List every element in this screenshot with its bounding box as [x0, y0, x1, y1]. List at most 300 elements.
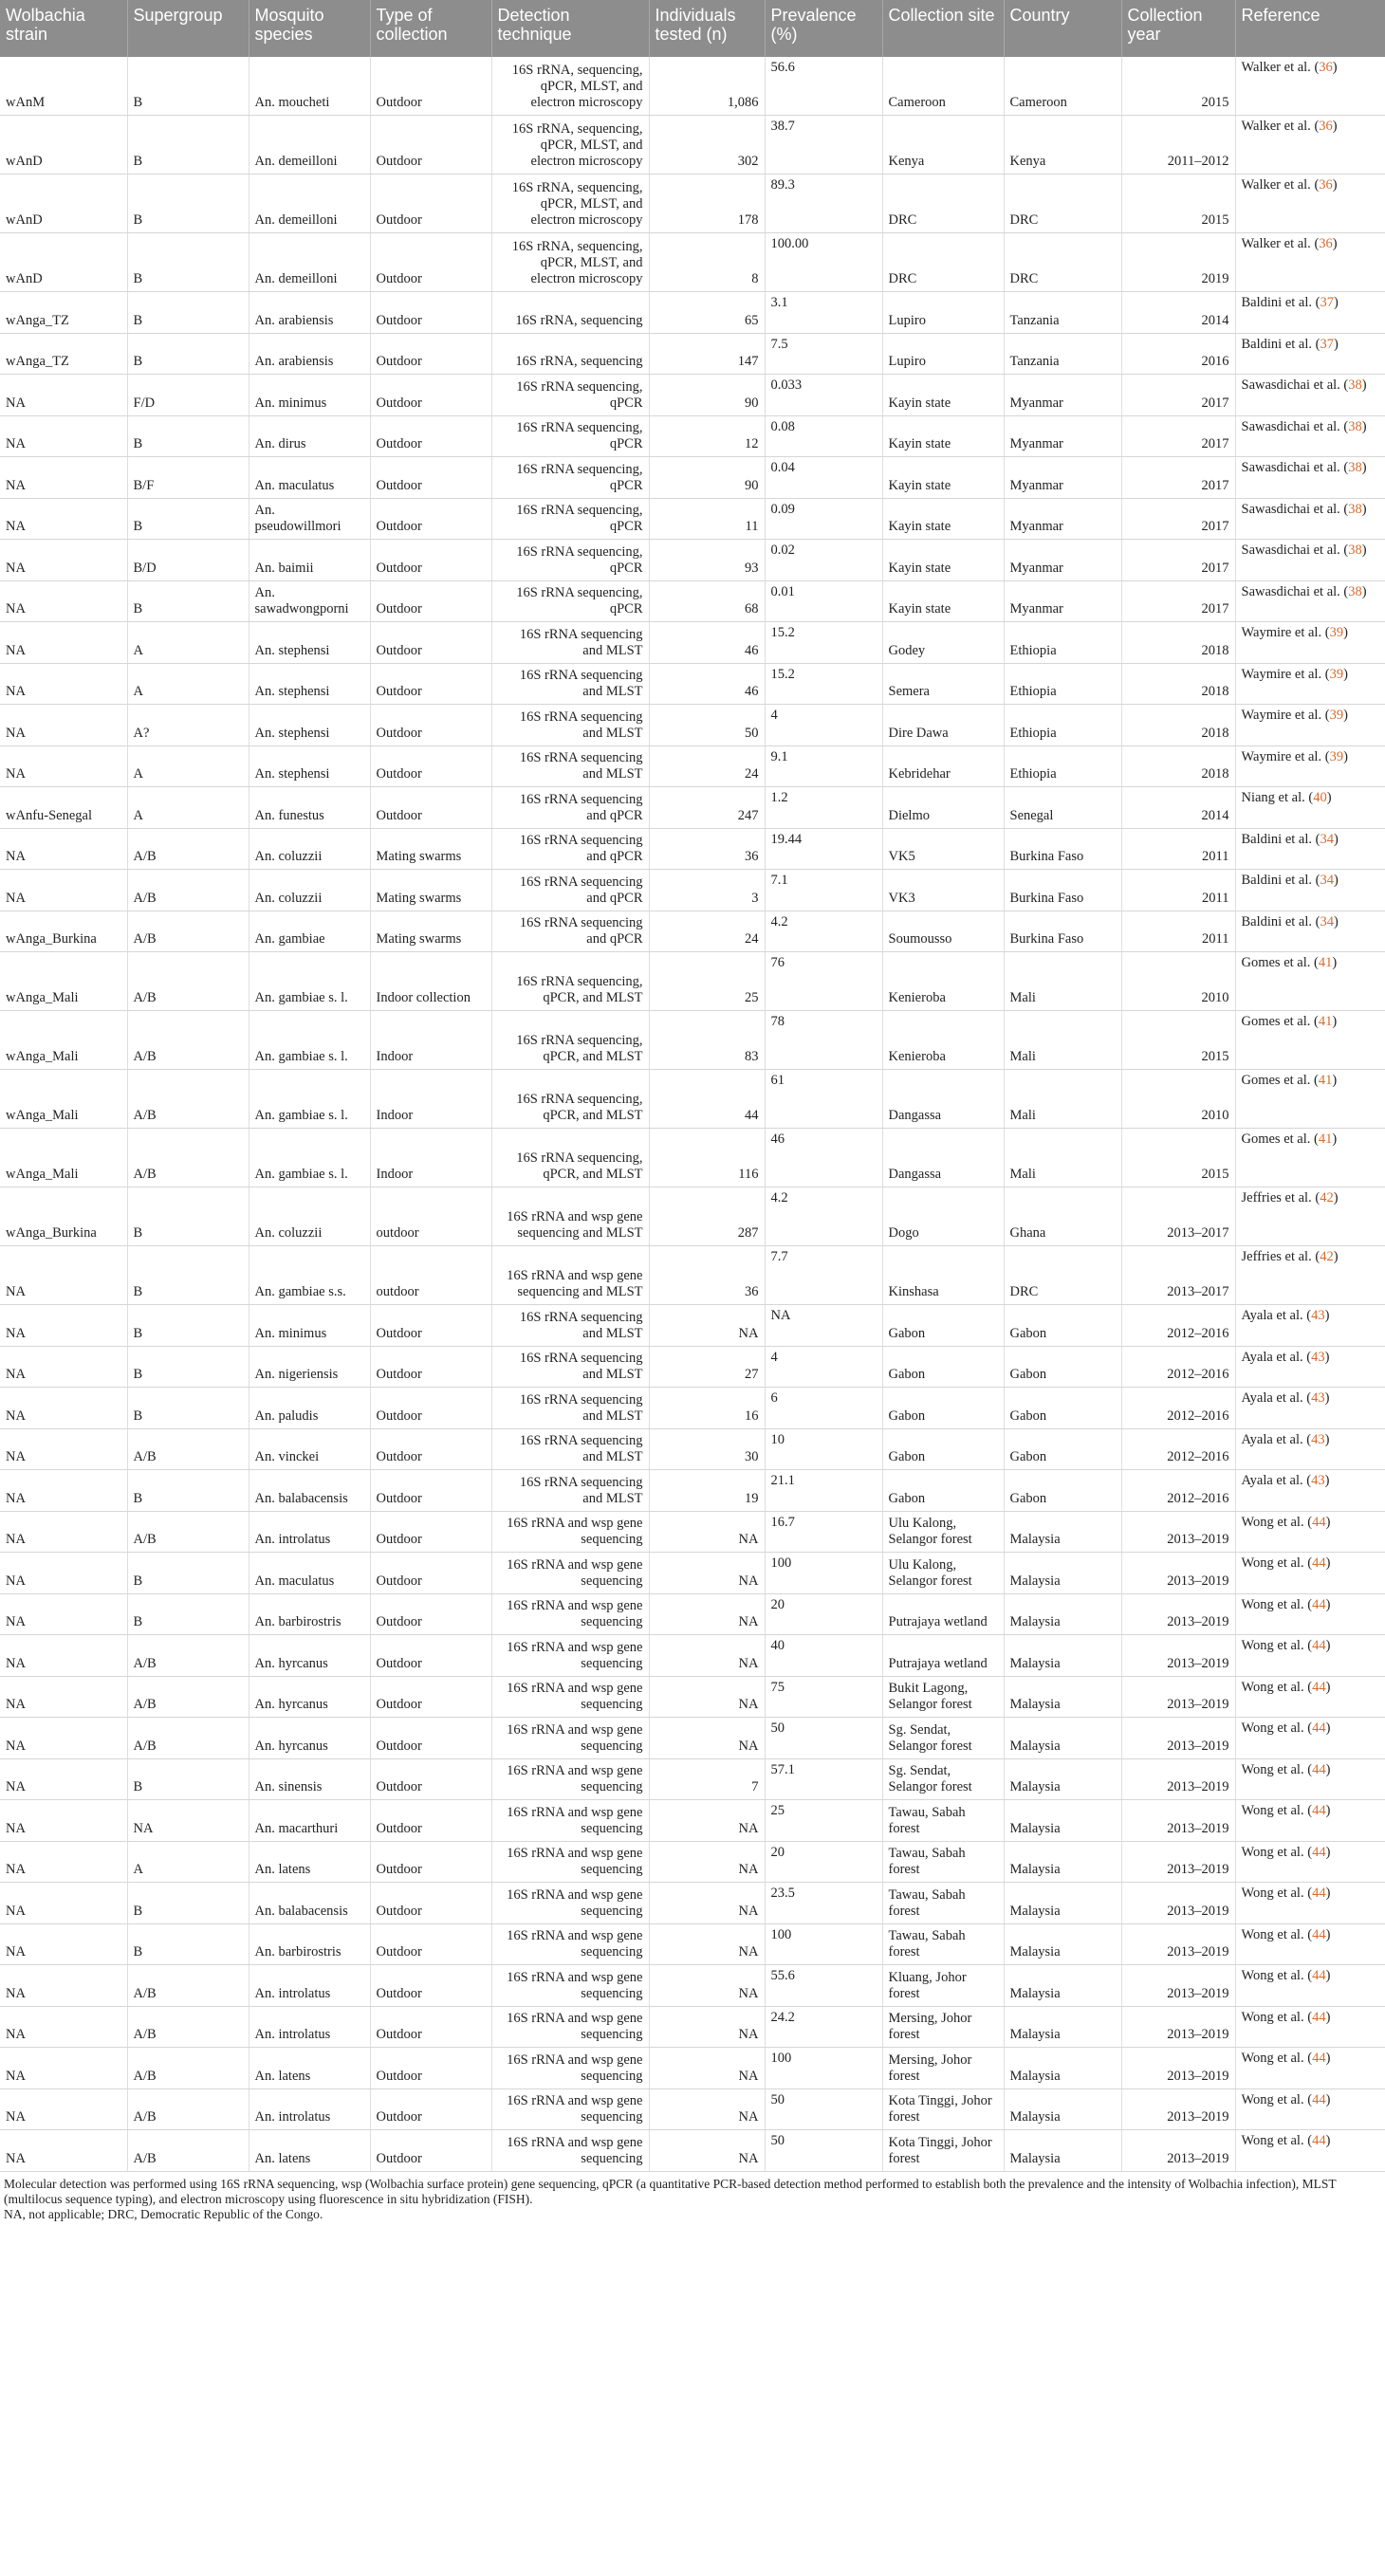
cell-type: Outdoor — [370, 540, 491, 581]
cell-year: 2013–2019 — [1121, 2088, 1235, 2130]
cell-tech: 16S rRNA and wsp gene sequencing — [491, 1718, 649, 1759]
reference-number-link[interactable]: 44 — [1312, 2009, 1326, 2025]
cell-sg: A/B — [127, 870, 249, 911]
cell-prev: 40 — [765, 1635, 882, 1677]
reference-author: Wong et al. — [1241, 1596, 1304, 1612]
reference-author: Gomes et al. — [1241, 1073, 1311, 1088]
cell-site: Kayin state — [882, 540, 1004, 581]
reference-number-link[interactable]: 42 — [1320, 1249, 1334, 1264]
cell-n: 27 — [649, 1346, 765, 1388]
reference-number-link[interactable]: 39 — [1329, 748, 1344, 764]
cell-strain: NA — [0, 498, 127, 540]
cell-species: An. arabiensis — [249, 292, 370, 334]
reference-number-link[interactable]: 44 — [1312, 1596, 1326, 1612]
cell-ref: Ayala et al. (43) — [1235, 1346, 1385, 1388]
cell-tech: 16S rRNA sequencing and MLST — [491, 1388, 649, 1429]
cell-site: Kota Tinggi, Johor forest — [882, 2088, 1004, 2130]
cell-prev: 4.2 — [765, 1187, 882, 1246]
cell-country: Burkina Faso — [1004, 911, 1121, 952]
cell-year: 2013–2019 — [1121, 2048, 1235, 2089]
reference-number-link[interactable]: 43 — [1311, 1473, 1325, 1488]
cell-strain: wAnga_TZ — [0, 333, 127, 375]
cell-site: VK5 — [882, 828, 1004, 870]
reference-author: Gomes et al. — [1241, 1014, 1311, 1029]
cell-site: Dire Dawa — [882, 705, 1004, 746]
cell-site: Putrajaya wetland — [882, 1593, 1004, 1635]
reference-author: Jeffries et al. — [1241, 1249, 1312, 1264]
cell-sg: B — [127, 1923, 249, 1965]
cell-ref: Waymire et al. (39) — [1235, 745, 1385, 787]
cell-species: An. sinensis — [249, 1758, 370, 1800]
cell-sg: A/B — [127, 2130, 249, 2172]
cell-ref: Wong et al. (44) — [1235, 1841, 1385, 1883]
cell-species: An. moucheti — [249, 57, 370, 116]
cell-strain: wAnga_Mali — [0, 1011, 127, 1070]
reference-number-link[interactable]: 37 — [1320, 336, 1334, 352]
cell-site: Cameroon — [882, 57, 1004, 116]
cell-species: An. hyrcanus — [249, 1635, 370, 1677]
cell-n: 178 — [649, 175, 765, 233]
cell-year: 2012–2016 — [1121, 1470, 1235, 1512]
cell-year: 2013–2017 — [1121, 1187, 1235, 1246]
reference-author: Ayala et al. — [1241, 1308, 1303, 1323]
cell-tech: 16S rRNA sequencing, qPCR — [491, 415, 649, 457]
table-row — [0, 1965, 1385, 2007]
cell-tech: 16S rRNA sequencing, qPCR — [491, 540, 649, 581]
cell-n: 50 — [649, 705, 765, 746]
table-row — [0, 705, 1385, 746]
cell-ref: Wong et al. (44) — [1235, 1883, 1385, 1924]
cell-prev: 7.7 — [765, 1246, 882, 1305]
cell-country: Myanmar — [1004, 457, 1121, 499]
cell-n: 24 — [649, 911, 765, 952]
cell-strain: NA — [0, 1246, 127, 1305]
cell-site: Tawau, Sabah forest — [882, 1800, 1004, 1842]
cell-tech: 16S rRNA sequencing, qPCR — [491, 457, 649, 499]
table-row — [0, 1246, 1385, 1305]
cell-tech: 16S rRNA sequencing, qPCR, and MLST — [491, 1011, 649, 1070]
table-row — [0, 1800, 1385, 1842]
reference-number-link[interactable]: 44 — [1312, 1514, 1326, 1530]
cell-type: Outdoor — [370, 1965, 491, 2007]
cell-n: 25 — [649, 952, 765, 1011]
cell-type: Outdoor — [370, 705, 491, 746]
table-row — [0, 57, 1385, 116]
cell-ref: Wong et al. (44) — [1235, 1923, 1385, 1965]
reference-number-link[interactable]: 44 — [1312, 2051, 1326, 2066]
cell-country: Mali — [1004, 952, 1121, 1011]
reference-number-link[interactable]: 36 — [1319, 236, 1333, 251]
table-row — [0, 457, 1385, 499]
table-row — [0, 1511, 1385, 1553]
cell-strain: NA — [0, 622, 127, 664]
cell-prev: 100 — [765, 1553, 882, 1594]
cell-ref: Wong et al. (44) — [1235, 2006, 1385, 2048]
cell-type: Outdoor — [370, 292, 491, 334]
cell-prev: 100 — [765, 1923, 882, 1965]
cell-species: An. coluzzii — [249, 1187, 370, 1246]
reference-number-link[interactable]: 38 — [1348, 583, 1362, 599]
cell-strain: NA — [0, 1428, 127, 1470]
cell-ref: Baldini et al. (34) — [1235, 911, 1385, 952]
cell-country: Gabon — [1004, 1346, 1121, 1388]
cell-sg: B — [127, 1593, 249, 1635]
cell-tech: 16S rRNA sequencing and MLST — [491, 1346, 649, 1388]
cell-species: An. latens — [249, 2048, 370, 2089]
reference-number-link[interactable]: 36 — [1319, 119, 1333, 134]
table-row — [0, 415, 1385, 457]
reference-number-link[interactable]: 43 — [1311, 1390, 1325, 1406]
reference-number-link[interactable]: 44 — [1312, 1926, 1326, 1942]
cell-species: An. dirus — [249, 415, 370, 457]
reference-number-link[interactable]: 34 — [1320, 831, 1334, 847]
cell-prev: 55.6 — [765, 1965, 882, 2007]
cell-tech: 16S rRNA and wsp gene sequencing — [491, 1923, 649, 1965]
reference-number-link[interactable]: 38 — [1348, 418, 1362, 434]
cell-year: 2016 — [1121, 333, 1235, 375]
reference-number-link[interactable]: 40 — [1313, 790, 1327, 805]
cell-tech: 16S rRNA and wsp gene sequencing and MLST — [491, 1246, 649, 1305]
cell-prev: 3.1 — [765, 292, 882, 334]
cell-species: An. gambiae s. l. — [249, 1129, 370, 1187]
cell-strain: NA — [0, 1923, 127, 1965]
reference-number-link[interactable]: 36 — [1319, 60, 1333, 75]
cell-prev: 0.09 — [765, 498, 882, 540]
cell-n: 90 — [649, 457, 765, 499]
cell-ref: Wong et al. (44) — [1235, 1758, 1385, 1800]
cell-sg: A/B — [127, 2088, 249, 2130]
reference-number-link[interactable]: 42 — [1320, 1190, 1334, 1205]
cell-site: Putrajaya wetland — [882, 1635, 1004, 1677]
cell-type: Outdoor — [370, 1635, 491, 1677]
cell-type: Outdoor — [370, 2048, 491, 2089]
cell-tech: 16S rRNA and wsp gene sequencing — [491, 1635, 649, 1677]
cell-type: Outdoor — [370, 787, 491, 829]
cell-type: Outdoor — [370, 1346, 491, 1388]
header-cell: Detection technique — [491, 0, 649, 57]
cell-ref: Wong et al. (44) — [1235, 1718, 1385, 1759]
reference-number-link[interactable]: 38 — [1348, 377, 1362, 393]
table-row — [0, 175, 1385, 233]
reference-author: Ayala et al. — [1241, 1431, 1303, 1447]
cell-site: Sg. Sendat, Selangor forest — [882, 1758, 1004, 1800]
cell-prev: 21.1 — [765, 1470, 882, 1512]
reference-number-link[interactable]: 38 — [1348, 501, 1362, 517]
cell-site: Semera — [882, 663, 1004, 705]
cell-sg: B — [127, 1553, 249, 1594]
cell-n: 24 — [649, 745, 765, 787]
cell-prev: 50 — [765, 1718, 882, 1759]
cell-prev: 0.04 — [765, 457, 882, 499]
cell-tech: 16S rRNA, sequencing — [491, 333, 649, 375]
table-row — [0, 1923, 1385, 1965]
cell-species: An. introlatus — [249, 2006, 370, 2048]
reference-number-link[interactable]: 38 — [1348, 543, 1362, 558]
cell-strain: NA — [0, 705, 127, 746]
cell-n: NA — [649, 1923, 765, 1965]
cell-sg: B — [127, 415, 249, 457]
cell-species: An. balabacensis — [249, 1883, 370, 1924]
cell-ref: Ayala et al. (43) — [1235, 1388, 1385, 1429]
cell-n: 93 — [649, 540, 765, 581]
cell-country: Ethiopia — [1004, 705, 1121, 746]
cell-site: Mersing, Johor forest — [882, 2048, 1004, 2089]
cell-ref: Niang et al. (40) — [1235, 787, 1385, 829]
table-row — [0, 1718, 1385, 1759]
cell-n: 247 — [649, 787, 765, 829]
cell-ref: Wong et al. (44) — [1235, 2130, 1385, 2172]
cell-species: An. coluzzii — [249, 828, 370, 870]
cell-strain: wAnD — [0, 175, 127, 233]
cell-tech: 16S rRNA and wsp gene sequencing — [491, 1553, 649, 1594]
cell-strain: NA — [0, 1346, 127, 1388]
cell-type: Outdoor — [370, 1388, 491, 1429]
cell-sg: B — [127, 1883, 249, 1924]
cell-type: Outdoor — [370, 1718, 491, 1759]
cell-ref: Gomes et al. (41) — [1235, 1129, 1385, 1187]
cell-strain: NA — [0, 1883, 127, 1924]
cell-prev: 7.5 — [765, 333, 882, 375]
reference-number-link[interactable]: 44 — [1312, 1803, 1326, 1818]
reference-author: Baldini et al. — [1241, 336, 1312, 352]
reference-number-link[interactable]: 39 — [1329, 708, 1344, 723]
cell-year: 2011 — [1121, 870, 1235, 911]
cell-year: 2014 — [1121, 787, 1235, 829]
cell-site: Tawau, Sabah forest — [882, 1883, 1004, 1924]
cell-species: An. stephensi — [249, 622, 370, 664]
cell-site: Lupiro — [882, 333, 1004, 375]
reference-number-link[interactable]: 44 — [1312, 1638, 1326, 1653]
cell-prev: 61 — [765, 1070, 882, 1129]
cell-site: Ulu Kalong, Selangor forest — [882, 1511, 1004, 1553]
table-row — [0, 1388, 1385, 1429]
reference-author: Wong et al. — [1241, 2009, 1304, 2025]
cell-sg: B — [127, 1346, 249, 1388]
cell-country: Malaysia — [1004, 1841, 1121, 1883]
reference-number-link[interactable]: 44 — [1312, 1720, 1326, 1736]
reference-number-link[interactable]: 37 — [1320, 295, 1334, 310]
cell-year: 2013–2017 — [1121, 1246, 1235, 1305]
cell-species: An. nigeriensis — [249, 1346, 370, 1388]
cell-prev: 23.5 — [765, 1883, 882, 1924]
reference-number-link[interactable]: 44 — [1312, 2133, 1326, 2148]
reference-number-link[interactable]: 44 — [1312, 1761, 1326, 1777]
cell-n: 1,086 — [649, 57, 765, 116]
cell-species: An. paludis — [249, 1388, 370, 1429]
reference-number-link[interactable]: 36 — [1319, 177, 1333, 193]
cell-year: 2013–2019 — [1121, 1841, 1235, 1883]
cell-n: 83 — [649, 1011, 765, 1070]
cell-tech: 16S rRNA sequencing and MLST — [491, 745, 649, 787]
header-cell: Type of collection — [370, 0, 491, 57]
reference-number-link[interactable]: 34 — [1320, 873, 1334, 888]
cell-type: Outdoor — [370, 1923, 491, 1965]
cell-strain: wAnga_Mali — [0, 1070, 127, 1129]
cell-strain: NA — [0, 828, 127, 870]
reference-number-link[interactable]: 44 — [1312, 1844, 1326, 1860]
cell-country: Malaysia — [1004, 2130, 1121, 2172]
cell-ref: Gomes et al. (41) — [1235, 1011, 1385, 1070]
cell-sg: A? — [127, 705, 249, 746]
cell-site: Mersing, Johor forest — [882, 2006, 1004, 2048]
cell-ref: Waymire et al. (39) — [1235, 663, 1385, 705]
table-row — [0, 2130, 1385, 2172]
cell-ref: Walker et al. (36) — [1235, 116, 1385, 175]
reference-number-link[interactable]: 44 — [1312, 2091, 1326, 2107]
reference-number-link[interactable]: 39 — [1329, 666, 1344, 682]
cell-type: Outdoor — [370, 333, 491, 375]
cell-ref: Gomes et al. (41) — [1235, 952, 1385, 1011]
cell-species: An. hyrcanus — [249, 1676, 370, 1718]
reference-author: Walker et al. — [1241, 236, 1311, 251]
cell-year: 2010 — [1121, 1070, 1235, 1129]
reference-author: Ayala et al. — [1241, 1473, 1303, 1488]
table-footnote — [0, 2172, 1385, 2227]
reference-number-link[interactable]: 44 — [1312, 1555, 1326, 1571]
reference-author: Wong et al. — [1241, 1803, 1304, 1818]
cell-site: Dielmo — [882, 787, 1004, 829]
table-row — [0, 292, 1385, 334]
cell-site: DRC — [882, 175, 1004, 233]
cell-year: 2013–2019 — [1121, 2006, 1235, 2048]
cell-sg: B — [127, 1758, 249, 1800]
cell-prev: 16.7 — [765, 1511, 882, 1553]
cell-site: Dangassa — [882, 1070, 1004, 1129]
cell-ref: Ayala et al. (43) — [1235, 1428, 1385, 1470]
table-row — [0, 911, 1385, 952]
reference-number-link[interactable]: 43 — [1311, 1349, 1325, 1365]
cell-prev: 4 — [765, 1346, 882, 1388]
reference-number-link[interactable]: 41 — [1318, 1132, 1333, 1147]
cell-n: 16 — [649, 1388, 765, 1429]
cell-n: 116 — [649, 1129, 765, 1187]
cell-site: Soumousso — [882, 911, 1004, 952]
header-cell: Individuals tested (n) — [649, 0, 765, 57]
cell-year: 2018 — [1121, 745, 1235, 787]
cell-site: Kayin state — [882, 498, 1004, 540]
cell-year: 2013–2019 — [1121, 1635, 1235, 1677]
cell-type: Mating swarms — [370, 870, 491, 911]
cell-ref: Baldini et al. (34) — [1235, 870, 1385, 911]
cell-year: 2019 — [1121, 233, 1235, 292]
cell-species: An. maculatus — [249, 1553, 370, 1594]
cell-tech: 16S rRNA sequencing, qPCR — [491, 580, 649, 622]
cell-type: Outdoor — [370, 1305, 491, 1347]
reference-number-link[interactable]: 41 — [1318, 1014, 1333, 1029]
cell-year: 2013–2019 — [1121, 1593, 1235, 1635]
cell-strain: wAnga_Mali — [0, 952, 127, 1011]
cell-sg: B — [127, 580, 249, 622]
table-row — [0, 1593, 1385, 1635]
cell-strain: NA — [0, 2048, 127, 2089]
table-row — [0, 1635, 1385, 1677]
reference-number-link[interactable]: 38 — [1348, 460, 1362, 475]
cell-year: 2015 — [1121, 57, 1235, 116]
cell-country: Malaysia — [1004, 1635, 1121, 1677]
cell-n: NA — [649, 1553, 765, 1594]
reference-number-link[interactable]: 44 — [1312, 1968, 1326, 1983]
cell-type: Outdoor — [370, 663, 491, 705]
cell-tech: 16S rRNA and wsp gene sequencing and MLST — [491, 1187, 649, 1246]
cell-strain: NA — [0, 745, 127, 787]
reference-number-link[interactable]: 41 — [1318, 955, 1333, 970]
cell-sg: A/B — [127, 1635, 249, 1677]
reference-author: Gomes et al. — [1241, 955, 1311, 970]
reference-number-link[interactable]: 44 — [1312, 1679, 1326, 1695]
cell-year: 2013–2019 — [1121, 1800, 1235, 1842]
table-row — [0, 663, 1385, 705]
cell-n: NA — [649, 2048, 765, 2089]
cell-site: Kayin state — [882, 457, 1004, 499]
cell-country: Myanmar — [1004, 498, 1121, 540]
cell-site: Godey — [882, 622, 1004, 664]
cell-country: Mali — [1004, 1129, 1121, 1187]
cell-species: An. minimus — [249, 375, 370, 416]
cell-country: Malaysia — [1004, 2048, 1121, 2089]
cell-year: 2018 — [1121, 705, 1235, 746]
reference-number-link[interactable]: 41 — [1318, 1073, 1333, 1088]
header-cell: Reference — [1235, 0, 1385, 57]
table-row — [0, 787, 1385, 829]
reference-number-link[interactable]: 39 — [1329, 625, 1344, 640]
cell-sg: A/B — [127, 1676, 249, 1718]
cell-species: An. gambiae s. l. — [249, 1011, 370, 1070]
cell-prev: 46 — [765, 1129, 882, 1187]
cell-year: 2013–2019 — [1121, 1511, 1235, 1553]
cell-type: Outdoor — [370, 1758, 491, 1800]
cell-tech: 16S rRNA and wsp gene sequencing — [491, 2130, 649, 2172]
cell-site: Kluang, Johor forest — [882, 1965, 1004, 2007]
cell-country: Burkina Faso — [1004, 828, 1121, 870]
cell-tech: 16S rRNA sequencing and MLST — [491, 705, 649, 746]
cell-sg: A/B — [127, 1965, 249, 2007]
cell-tech: 16S rRNA and wsp gene sequencing — [491, 1883, 649, 1924]
reference-number-link[interactable]: 43 — [1311, 1431, 1325, 1447]
cell-year: 2010 — [1121, 952, 1235, 1011]
cell-type: Outdoor — [370, 498, 491, 540]
cell-site: Gabon — [882, 1305, 1004, 1347]
reference-author: Baldini et al. — [1241, 295, 1312, 310]
reference-number-link[interactable]: 44 — [1312, 1886, 1326, 1901]
cell-strain: NA — [0, 1388, 127, 1429]
cell-sg: A/B — [127, 2048, 249, 2089]
cell-n: 147 — [649, 333, 765, 375]
cell-strain: NA — [0, 1470, 127, 1512]
cell-sg: NA — [127, 1800, 249, 1842]
table-row — [0, 2006, 1385, 2048]
cell-prev: NA — [765, 1305, 882, 1347]
cell-ref: Sawasdichai et al. (38) — [1235, 540, 1385, 581]
reference-number-link[interactable]: 34 — [1320, 913, 1334, 929]
cell-country: Malaysia — [1004, 1553, 1121, 1594]
cell-year: 2011 — [1121, 828, 1235, 870]
cell-country: Gabon — [1004, 1305, 1121, 1347]
cell-year: 2012–2016 — [1121, 1428, 1235, 1470]
cell-prev: 78 — [765, 1011, 882, 1070]
cell-species: An. barbirostris — [249, 1923, 370, 1965]
cell-strain: wAnga_Burkina — [0, 911, 127, 952]
cell-species: An. demeilloni — [249, 175, 370, 233]
cell-ref: Walker et al. (36) — [1235, 233, 1385, 292]
cell-sg: A — [127, 787, 249, 829]
table-row — [0, 233, 1385, 292]
cell-n: NA — [649, 1883, 765, 1924]
cell-country: Kenya — [1004, 116, 1121, 175]
cell-ref: Waymire et al. (39) — [1235, 705, 1385, 746]
cell-type: outdoor — [370, 1246, 491, 1305]
cell-year: 2013–2019 — [1121, 2130, 1235, 2172]
reference-number-link[interactable]: 43 — [1311, 1308, 1325, 1323]
